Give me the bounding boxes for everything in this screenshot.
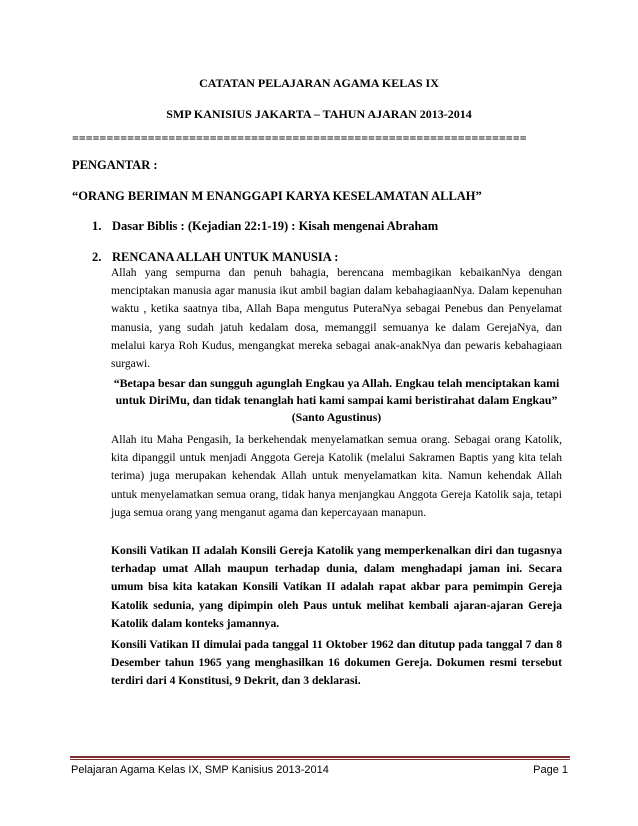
- item-number: 2.: [92, 250, 102, 264]
- paragraph-maha-pengasih: Allah itu Maha Pengasih, Ia berkehendak menyelamatkan semua orang. Sebagai orang Katolik, kita dipanggil untuk menjadi Anggota Gereja Katolik (melalui Sakramen Baptis yang kita telah terima) juga merupakan kehendak Allah untuk menyelamatkan kita. Namun kehendak Allah untuk menyelamatkan semua orang, tidak hanya menjangkau Anggota Gereja Katolik saja, tetapi juga semua orang yang menganut agama dan kepercayaan manapun.: [111, 434, 562, 519]
- separator-line: ==================================================================: [72, 131, 527, 145]
- footer-rule-thin: [70, 759, 570, 760]
- footer-text: Pelajaran Agama Kelas IX, SMP Kanisius 2013-2014: [71, 764, 329, 776]
- footer-rule: [70, 756, 570, 758]
- item-text: RENCANA ALLAH UNTUK MANUSIA :: [112, 250, 339, 264]
- numbered-item-2: [92, 250, 338, 265]
- paragraph-konsili-dates: Konsili Vatikan II dimulai pada tanggal 11 Oktober 1962 dan ditutup pada tanggal 7 dan 8 Desember tahun 1965 yang menghasilkan 16 dokumen Gereja. Dokumen resmi tersebut terdiri dari 4 Konstitusi, 9 Dekrit, dan 3 deklarasi.: [111, 638, 562, 688]
- item-number: 1.: [92, 219, 102, 233]
- document-title: CATATAN PELAJARAN AGAMA KELAS IX: [199, 76, 439, 90]
- section-heading-pengantar: PENGANTAR :: [72, 158, 158, 172]
- quote-santo-agustinus: “Betapa besar dan sungguh agunglah Engkau ya Allah. Engkau telah menciptakan kami untuk DiriMu, dan tidak tenanglah hati kami sampai kami beristirahat dalam Engkau” (Santo Agustinus): [113, 376, 560, 424]
- item-text: Dasar Biblis : (Kejadian 22:1-19) : Kisah mengenai Abraham: [112, 219, 439, 233]
- theme-heading: “ORANG BERIMAN M ENANGGAPI KARYA KESELAMATAN ALLAH”: [72, 189, 482, 203]
- numbered-item-1: [92, 219, 438, 234]
- paragraph-konsili-vatikan: Konsili Vatikan II adalah Konsili Gereja Katolik yang memperkenalkan diri dan tugasnya terhadap umat Allah maupun terhadap dunia, dalam menghadapi jaman ini. Secara umum bisa kita katakan Konsili Vatikan II adalah rapat akbar para pemimpin Gereja Katolik sedunia, yang dipimpin oleh Paus untuk melihat kembali ajaran-ajaran Gereja Katolik dalam konteks jamannya.: [111, 544, 562, 630]
- document-subtitle: SMP KANISIUS JAKARTA – TAHUN AJARAN 2013-2014: [166, 107, 472, 121]
- paragraph-rencana-allah: Allah yang sempurna dan penuh bahagia, berencana membagikan kebaikanNya dengan menciptakan manusia agar manusia ikut ambil bagian dalam kebahagiaanNya. Dalam kepenuhan waktu , ketika saatnya tiba, Allah Bapa mengutus PuteraNya sebagai Penebus dan Penyelamat manusia, yang sudah jatuh kedalam dosa, memanggil semuanya ke dalam GerejaNya, dan melalui karya Roh Kudus, mengangkat mereka sebagai anak-anakNya dan pewaris kebahagiaan surgawi.: [111, 267, 562, 371]
- page-number: Page 1: [533, 764, 568, 776]
